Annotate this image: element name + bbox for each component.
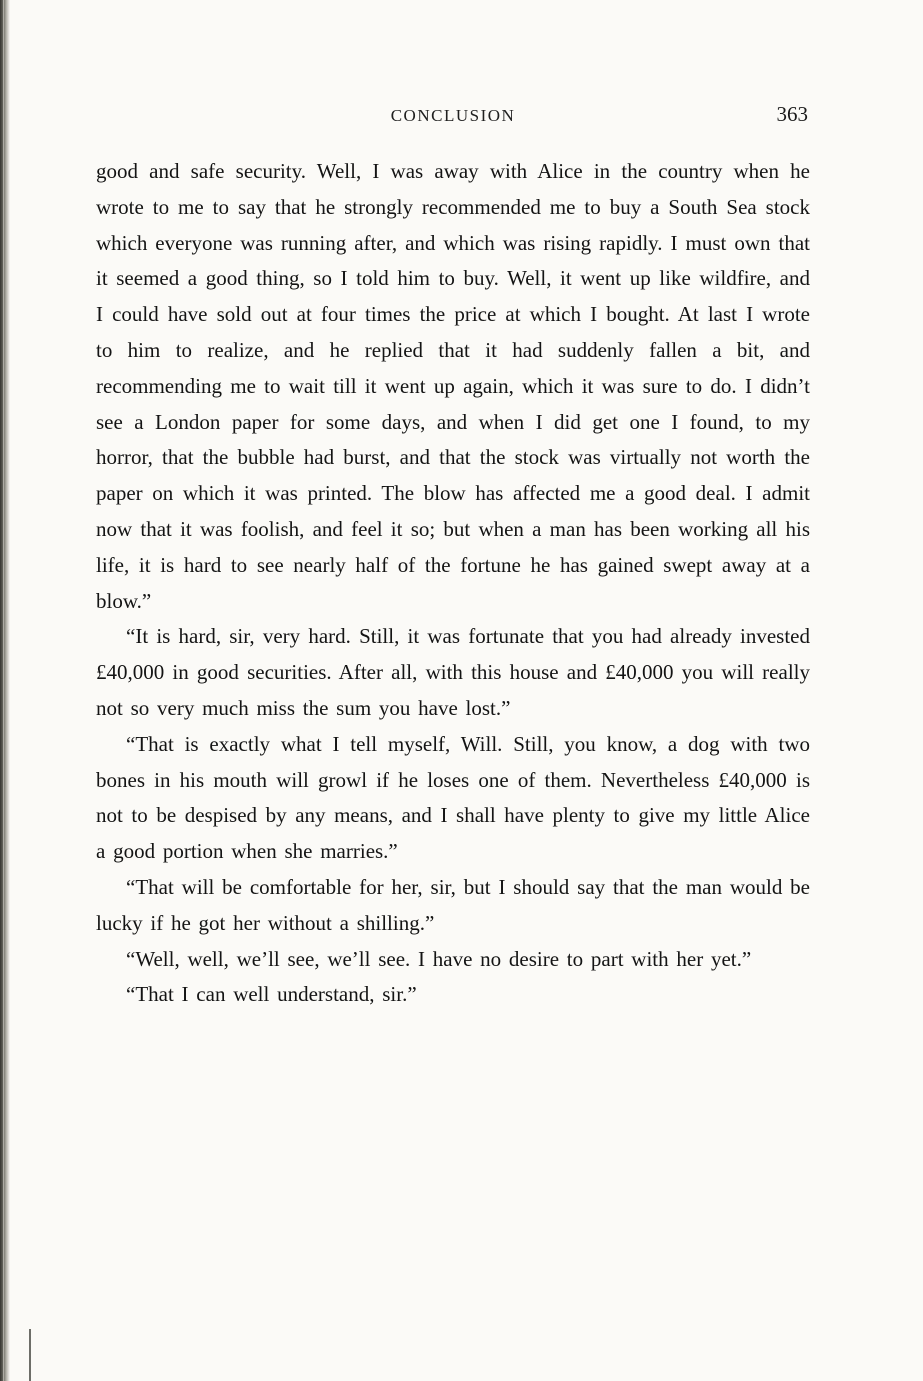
paragraph-dialogue: “It is hard, sir, very hard. Still, it was fortunate that you had already invested £40,000 in good securities. After all, with this house and £40,000 you will really not so very much miss the sum you have lost.” [96, 624, 810, 720]
page-header [96, 100, 810, 140]
body-text [96, 154, 810, 1013]
paragraph-dialogue: “That is exactly what I tell myself, Will. Still, you know, a dog with two bones in his mouth will growl if he loses one of them. Nevertheless £40,000 is not to be despised by any means, and I shall have plenty to give my little Alice a good portion when she marries.” [96, 731, 810, 864]
paragraph-continuation: good and safe security. Well, I was away with Alice in the country when he wrote to me to say that he strongly recommended me to buy a South Sea stock which everyone was running after, and which was rising rapidly. I must own that it seemed a good thing, so I told him to buy. Well, it went up like wildfire, and I could have sold out at four times the price at which I bought. At last I wrote to him to realize, and he replied that it had suddenly fallen a bit, and recommending me to wait till it went up again, which it was sure to do. I didn’t see a London paper for some days, and when I did get one I found, to my horror, that the bubble had burst, and that the stock was virtually not worth the paper on which it was printed. The blow has affected me a good deal. I admit now that it was foolish, and feel it so; but when a man has been working all his life, it is hard to see nearly half of the fortune he has gained swept away at a blow.” [96, 159, 810, 613]
binding-edge-shadow [0, 0, 10, 1381]
paragraph-dialogue: “That will be comfortable for her, sir, but I should say that the man would be lucky if he got her without a shilling.” [96, 874, 810, 935]
scan-artifact-mark [29, 1329, 31, 1381]
paragraph-dialogue: “That I can well understand, sir.” [126, 982, 417, 1007]
page-content [96, 100, 810, 1013]
running-header-title: CONCLUSION [390, 106, 516, 125]
paragraph-dialogue: “Well, well, we’ll see, we’ll see. I have no desire to part with her yet.” [126, 946, 752, 971]
binding-edge-line [3, 0, 4, 1381]
page-number: 363 [776, 102, 808, 126]
